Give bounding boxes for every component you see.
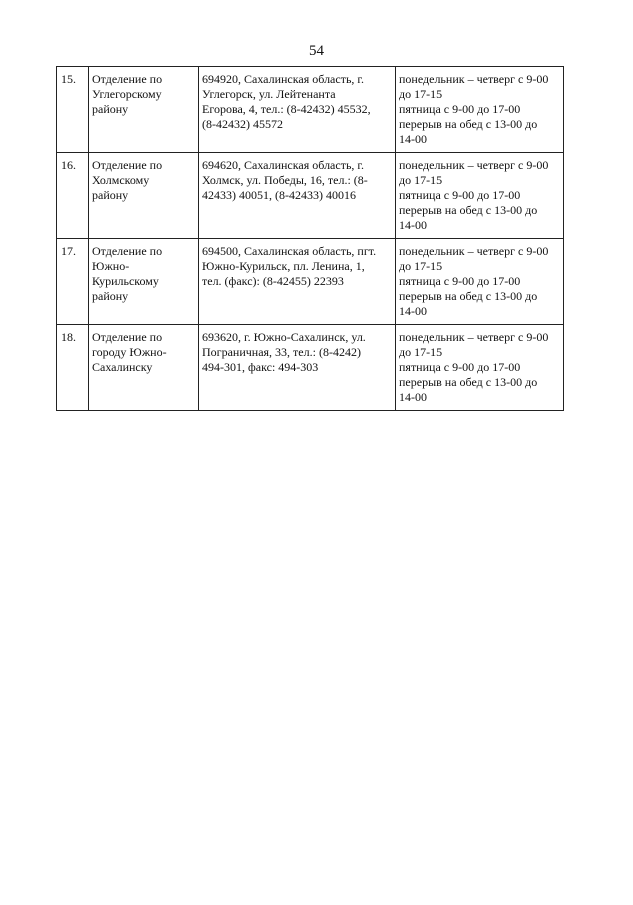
office-hours: понедельник – четверг с 9-00 до 17-15 пятница с 9-00 до 17-00 перерыв на обед с 13-00 до 14-00 bbox=[396, 67, 564, 153]
row-number: 18. bbox=[57, 325, 89, 411]
offices-table bbox=[56, 66, 564, 411]
page-number: 54 bbox=[309, 43, 324, 59]
office-hours: понедельник – четверг с 9-00 до 17-15 пятница с 9-00 до 17-00 перерыв на обед с 13-00 до 14-00 bbox=[396, 239, 564, 325]
office-name: Отделение по Южно- Курильскому району bbox=[89, 239, 199, 325]
row-number: 17. bbox=[57, 239, 89, 325]
row-number: 15. bbox=[57, 67, 89, 153]
office-name: Отделение по городу Южно- Сахалинску bbox=[89, 325, 199, 411]
table-row bbox=[57, 67, 564, 153]
office-hours: понедельник – четверг с 9-00 до 17-15 пятница с 9-00 до 17-00 перерыв на обед с 13-00 до 14-00 bbox=[396, 325, 564, 411]
office-address: 694620, Сахалинская область, г. Холмск, ул. Победы, 16, тел.: (8- 42433) 40051, (8-42433) 40016 bbox=[199, 153, 396, 239]
office-address: 694500, Сахалинская область, пгт. Южно-Курильск, пл. Ленина, 1, тел. (факс): (8-42455) 22393 bbox=[199, 239, 396, 325]
table-row bbox=[57, 153, 564, 239]
row-number: 16. bbox=[57, 153, 89, 239]
office-hours: понедельник – четверг с 9-00 до 17-15 пятница с 9-00 до 17-00 перерыв на обед с 13-00 до 14-00 bbox=[396, 153, 564, 239]
office-name: Отделение по Холмскому району bbox=[89, 153, 199, 239]
table-row bbox=[57, 239, 564, 325]
office-address: 693620, г. Южно-Сахалинск, ул. Пограничная, 33, тел.: (8-4242) 494-301, факс: 494-303 bbox=[199, 325, 396, 411]
table-row bbox=[57, 325, 564, 411]
office-address: 694920, Сахалинская область, г. Углегорск, ул. Лейтенанта Егорова, 4, тел.: (8-42432) 45532, (8-42432) 45572 bbox=[199, 67, 396, 153]
office-name: Отделение по Углегорскому району bbox=[89, 67, 199, 153]
